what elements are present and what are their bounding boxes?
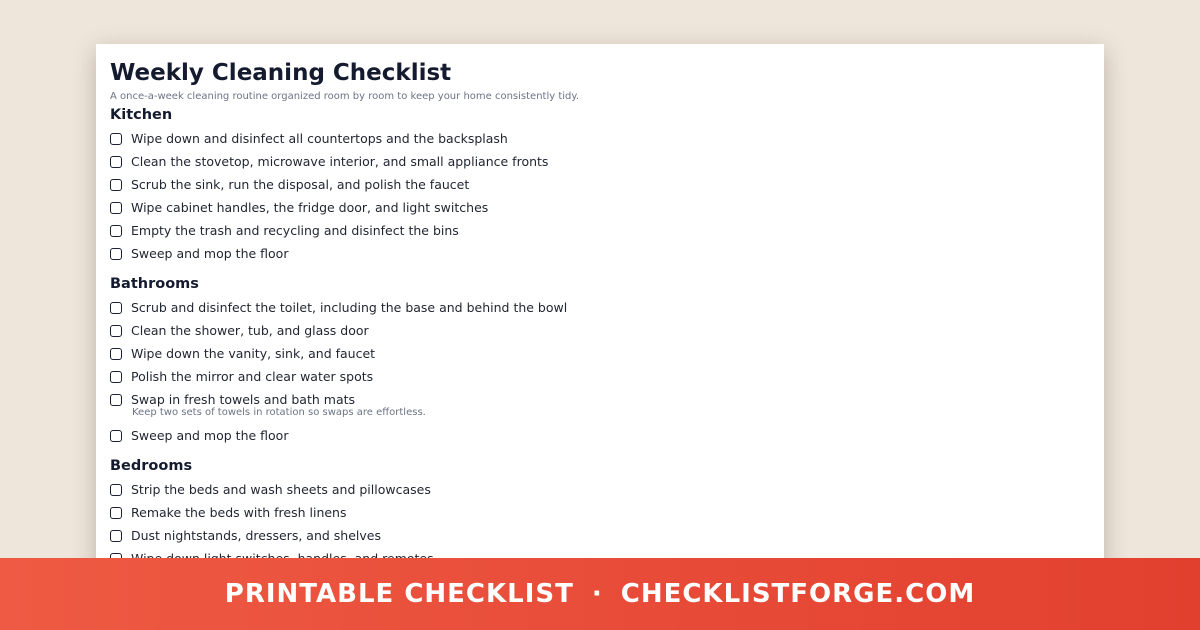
checklist-item-row (110, 524, 1090, 547)
checklist-item (110, 296, 1090, 319)
checklist-item-row (110, 196, 1090, 219)
checklist-item (110, 219, 1090, 242)
checkbox[interactable] (110, 484, 122, 496)
checkbox[interactable] (110, 133, 122, 145)
checklist-item-label: Wipe cabinet handles, the fridge door, and light switches (131, 200, 489, 215)
checklist-item (110, 319, 1090, 342)
checklist-item (110, 342, 1090, 365)
checklist-item (110, 524, 1090, 547)
checkbox[interactable] (110, 248, 122, 260)
banner-label: PRINTABLE CHECKLIST (224, 579, 574, 609)
checklist-item-label: Scrub and disinfect the toilet, including the base and behind the bowl (131, 300, 568, 315)
checklist-item-label: Wipe down the vanity, sink, and faucet (131, 346, 376, 361)
checklist-item-row (110, 173, 1090, 196)
checklist-item-note: Keep two sets of towels in rotation so swaps are effortless. (132, 407, 426, 418)
checkbox[interactable] (110, 348, 122, 360)
checkbox[interactable] (110, 530, 122, 542)
checklist-item (110, 365, 1090, 388)
page-title: Weekly Cleaning Checklist (110, 60, 452, 86)
checklist-item (110, 127, 1090, 150)
checklist-item-row (110, 242, 1090, 265)
checklist-item-label: Wipe down and disinfect all countertops and the backsplash (131, 131, 508, 146)
checklist-item-label: Swap in fresh towels and bath mats (131, 392, 356, 407)
banner-separator: · (591, 579, 603, 609)
checklist-item-label: Scrub the sink, run the disposal, and polish the faucet (131, 177, 470, 192)
checklist-item-label: Polish the mirror and clear water spots (131, 369, 374, 384)
checkbox[interactable] (110, 156, 122, 168)
checklist-sections (110, 106, 1090, 570)
page-subtitle: A once-a-week cleaning routine organized room by room to keep your home consistently tidy. (110, 91, 580, 102)
checklist-item-label: Clean the shower, tub, and glass door (131, 323, 369, 338)
section-bedrooms (110, 457, 1090, 570)
checklist-content (96, 44, 1104, 570)
checklist-item-label: Sweep and mop the floor (131, 246, 289, 261)
footer-banner (0, 558, 1200, 630)
banner-site-link[interactable]: CHECKLISTFORGE.COM (620, 579, 976, 609)
checklist-item (110, 242, 1090, 265)
checkbox[interactable] (110, 202, 122, 214)
checkbox[interactable] (110, 430, 122, 442)
checkbox[interactable] (110, 325, 122, 337)
checkbox[interactable] (110, 371, 122, 383)
checkbox[interactable] (110, 179, 122, 191)
checklist-item-row (110, 219, 1090, 242)
section-title: Bedrooms (110, 458, 193, 474)
checklist-item-row (110, 424, 1090, 447)
checklist-item (110, 478, 1090, 501)
checkbox[interactable] (110, 225, 122, 237)
checklist-item-label: Dust nightstands, dressers, and shelves (131, 528, 381, 543)
section-bathrooms (110, 275, 1090, 447)
checklist-item-row (110, 342, 1090, 365)
checklist-item (110, 196, 1090, 219)
section-title: Bathrooms (110, 276, 199, 292)
checklist-item-label: Clean the stovetop, microwave interior, and small appliance fronts (131, 154, 549, 169)
checklist-item-row (110, 319, 1090, 342)
checkbox[interactable] (110, 507, 122, 519)
section-kitchen (110, 106, 1090, 265)
checklist-item-row (110, 501, 1090, 524)
checklist-item (110, 173, 1090, 196)
checklist-item-row (110, 150, 1090, 173)
checklist-item-label: Strip the beds and wash sheets and pillowcases (131, 482, 431, 497)
checklist-item (110, 150, 1090, 173)
checklist-item-row (110, 478, 1090, 501)
checklist-item-label: Sweep and mop the floor (131, 428, 289, 443)
checklist-item (110, 388, 1090, 419)
checklist-item (110, 424, 1090, 447)
checklist-item-label: Empty the trash and recycling and disinfect the bins (131, 223, 459, 238)
checklist-item-row (110, 127, 1090, 150)
section-title: Kitchen (110, 107, 173, 123)
checklist-item-row (110, 365, 1090, 388)
checklist-item-label: Remake the beds with fresh linens (131, 505, 347, 520)
checkbox[interactable] (110, 302, 122, 314)
checkbox[interactable] (110, 394, 122, 406)
checklist-sheet (96, 44, 1104, 584)
checklist-item-row (110, 296, 1090, 319)
checklist-item (110, 501, 1090, 524)
